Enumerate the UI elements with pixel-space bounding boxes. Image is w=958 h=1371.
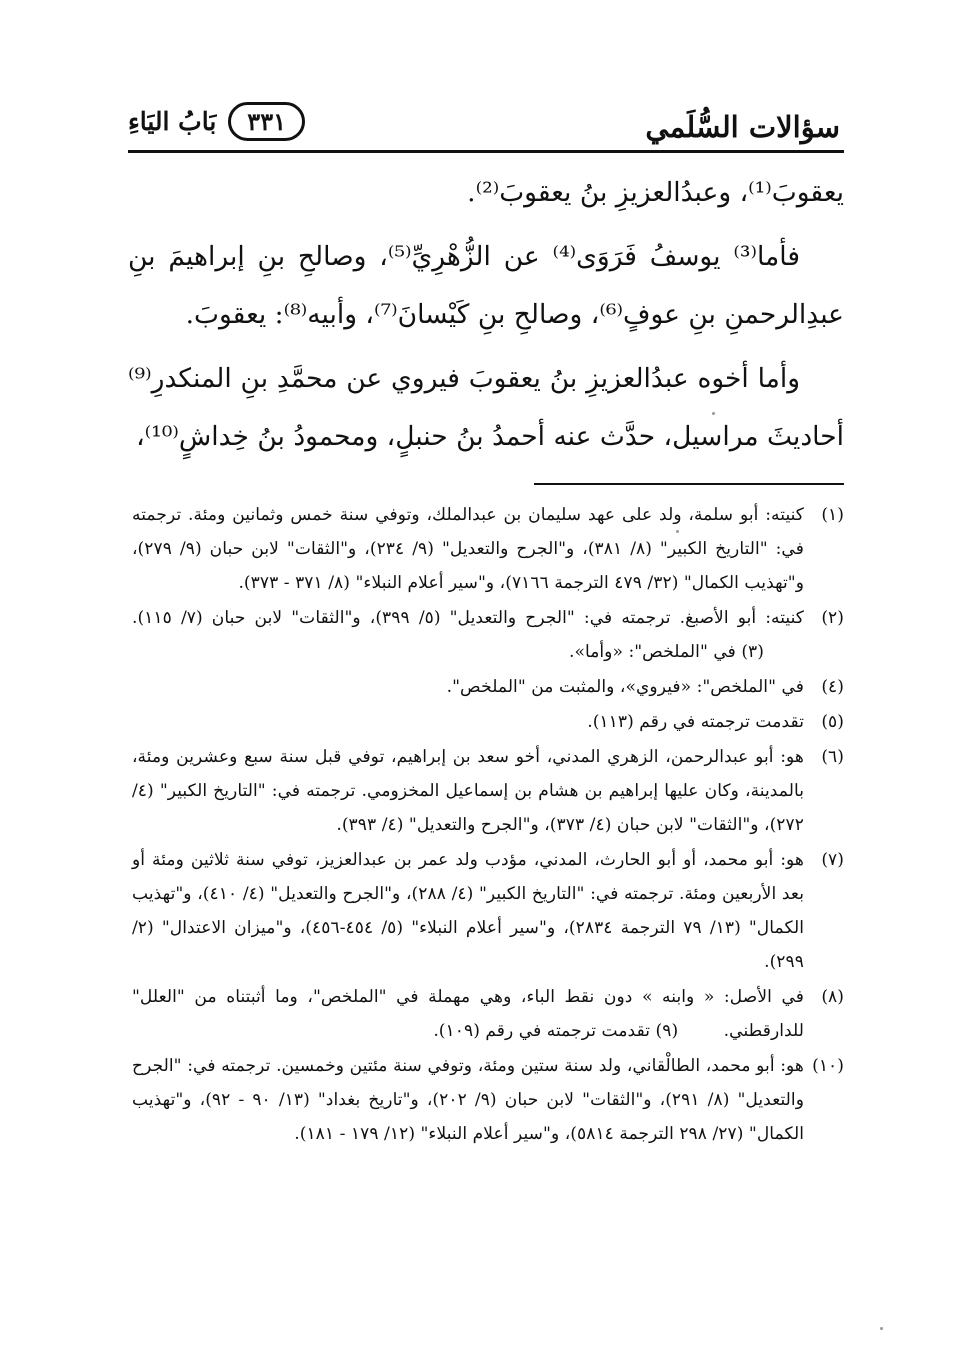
footnote (132, 980, 844, 1048)
footnote-text: كنيته: أبو سلمة، ولد على عهد سليمان بن عبدالملك، وتوفي سنة خمس وثمانين ومئة. ترجمته في: "التاريخ الكبير" (٨/ ٣٨١)، و"الجرح والتعديل" (٩/ ٢٣٤)، و"الثقات" لابن حبان (٩/ ٢٧٩)، و"تهذيب الكمال" (٣٢/ ٤٧٩ الترجمة ٧١٦٦)، و"سير أعلام النبلاء" (٨/ ٣٧١ - ٣٧٣). (132, 505, 804, 593)
body-paragraph: يعقوبَ⁽¹⁾، وعبدُالعزيزِ بنُ يعقوبَ⁽²⁾. (467, 177, 844, 208)
footnote-text: في "الملخص": «وأما». (568, 642, 736, 662)
page-header (128, 98, 844, 153)
footnote-number: (٨) (821, 987, 844, 1007)
footnote (132, 740, 844, 842)
footnote-text: تقدمت ترجمته في رقم (١٠٩). (433, 1021, 651, 1041)
footnote-text: في "الملخص": «فيروي»، والمثبت من "الملخص". (446, 677, 804, 697)
footnote-number: (٩) (655, 1021, 679, 1041)
footnote (132, 705, 844, 739)
footnote-text: كنيته: أبو الأصبغ. ترجمته في: "الجرح والتعديل" (٥/ ٣٩٩)، و"الثقات" لابن حبان (٧/ ١١٥). (132, 608, 804, 628)
page-number: ٣٣١ (228, 102, 305, 141)
paper-speck (712, 412, 715, 415)
footnote-number: (٢) (821, 608, 844, 628)
body-paragraph: وأما أخوه عبدُالعزيزِ بنُ يعقوبَ فيروي عن محمَّدِ بنِ المنكدرِ⁽⁹⁾ أحاديثَ مراسيل، حدَّث عنه أحمدُ بنُ حنبلٍ، ومحمودُ بنُ خِداشٍ⁽¹⁰⁾، (128, 363, 844, 452)
footnote-number: (٤) (821, 677, 844, 697)
book-title: سؤالات السُّلَمي (645, 110, 840, 144)
chapter-title: بَابُ اليَاءِ (128, 107, 217, 136)
footnote-number: (٣) (741, 642, 764, 662)
footnote-number: (١٠) (812, 1056, 844, 1076)
chapter-and-page (128, 102, 305, 141)
paper-speck (676, 530, 679, 533)
footnote-number: (٥) (821, 712, 844, 732)
body-paragraph: فأما⁽³⁾ يوسفُ فَرَوَى⁽⁴⁾ عن الزُّهْرِيِّ⁽⁵⁾، وصالحِ بنِ إبراهيمَ بنِ عبدِالرحمنِ بنِ عوفٍ⁽⁶⁾، وصالحِ بنِ كَيْسانَ⁽⁷⁾، وأبيه⁽⁸⁾: يعقوبَ. (128, 241, 844, 330)
footnote-text: في الأصل: « وابنه » دون نقط الباء، وهي مهملة في "الملخص"، وما أثبتناه من "العلل" للدارقطني. (132, 987, 804, 1041)
main-text (128, 164, 844, 472)
footnote-separator (534, 483, 844, 485)
footnote (132, 843, 844, 979)
paper-speck (880, 1327, 883, 1330)
footnote-text: هو: أبو محمد، أو أبو الحارث، المدني، مؤدب ولد عمر بن عبدالعزيز، توفي سنة ثلاثين ومئة أو بعد الأربعين ومئة. ترجمته في: "التاريخ الكبير" (٤/ ٢٨٨)، و"الجرح والتعديل" (٤/ ٤١٠)، و"تهذيب الكمال" (١٣/ ٧٩ الترجمة ٢٨٣٤)، و"سير أعلام النبلاء" (٥/ ٤٥٤-٤٥٦)، و"ميزان الاعتدال" (٢/ ٢٩٩). (132, 850, 804, 972)
footnote-number: (٦) (821, 747, 844, 767)
footnote (132, 1049, 844, 1151)
footnotes (132, 498, 844, 1152)
footnote (132, 498, 844, 600)
footnote-text: تقدمت ترجمته في رقم (١١٣). (587, 712, 804, 732)
footnote (132, 601, 844, 669)
footnote-number: (١) (821, 505, 844, 525)
footnote-number: (٧) (821, 850, 844, 870)
footnote (132, 670, 844, 704)
footnote-text: هو: أبو محمد، الطالْقاني، ولد سنة ستين ومئة، وتوفي سنة مئتين وخمسين. ترجمته في: "الجرح والتعديل" (٨/ ٢٩١)، و"الثقات" لابن حبان (٩/ ٢٠٢)، و"تاريخ بغداد" (١٣/ ٩٠ - ٩٢)، و"تهذيب الكمال" (٢٧/ ٢٩٨ الترجمة ٥٨١٤)، و"سير أعلام النبلاء" (١٢/ ١٧٩ - ١٨١). (132, 1056, 804, 1144)
footnote-text: هو: أبو عبدالرحمن، الزهري المدني، أخو سعد بن إبراهيم، توفي قبل سنة سبع وعشرين ومئة، بالمدينة، وكان عليها إبراهيم بن هشام بن إسماعيل المخزومي. ترجمته في: "التاريخ الكبير" (٤/ ٢٧٢)، و"الثقات" لابن حبان (٤/ ٣٧٣)، و"الجرح والتعديل" (٤/ ٣٩٣). (132, 747, 804, 835)
